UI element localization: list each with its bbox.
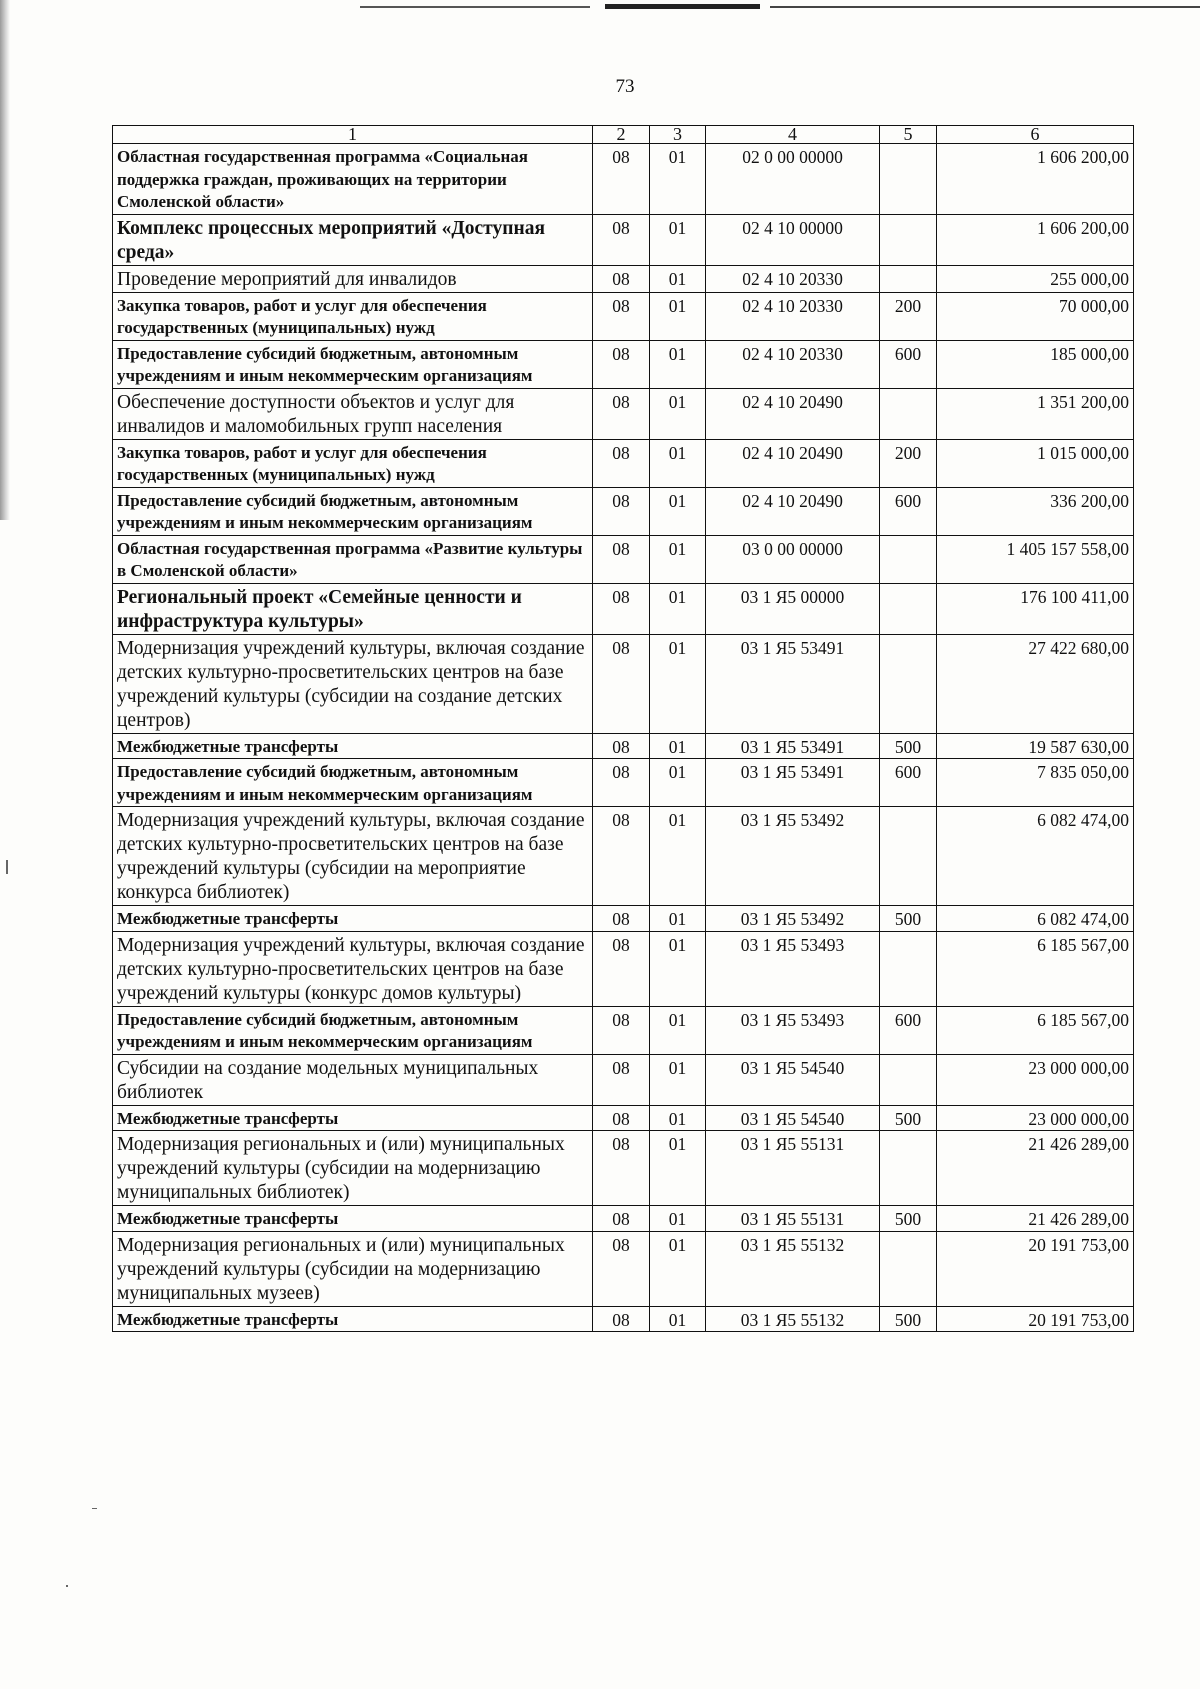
expense-type-cell: 600 xyxy=(880,759,937,807)
subsection-code-cell: 01 xyxy=(650,1054,706,1105)
row-name-cell: Предоставление субсидий бюджетным, автономным учреждениям и иным некоммерческим организациям xyxy=(113,487,593,535)
budget-table xyxy=(112,125,1134,1332)
expense-type-cell xyxy=(880,634,937,733)
subsection-code-cell: 01 xyxy=(650,439,706,487)
section-code-cell: 08 xyxy=(593,1006,650,1054)
section-code-cell: 08 xyxy=(593,1054,650,1105)
column-header: 4 xyxy=(706,126,880,144)
expense-type-cell xyxy=(880,388,937,439)
amount-cell: 1 351 200,00 xyxy=(937,388,1134,439)
subsection-code-cell: 01 xyxy=(650,265,706,292)
target-article-cell: 02 4 10 00000 xyxy=(706,214,880,265)
scan-speck xyxy=(92,1508,97,1509)
subsection-code-cell: 01 xyxy=(650,931,706,1006)
scan-top-rule xyxy=(770,6,1200,8)
expense-type-cell xyxy=(880,144,937,215)
expense-type-cell: 200 xyxy=(880,439,937,487)
target-article-cell: 03 1 Я5 53493 xyxy=(706,1006,880,1054)
amount-cell: 21 426 289,00 xyxy=(937,1206,1134,1232)
subsection-code-cell: 01 xyxy=(650,292,706,340)
table-row xyxy=(113,265,1134,292)
expense-type-cell: 600 xyxy=(880,487,937,535)
amount-cell: 20 191 753,00 xyxy=(937,1231,1134,1306)
row-name-cell: Региональный проект «Семейные ценности и инфраструктура культуры» xyxy=(113,583,593,634)
section-code-cell: 08 xyxy=(593,144,650,215)
section-code-cell: 08 xyxy=(593,1231,650,1306)
row-name-cell: Закупка товаров, работ и услуг для обеспечения государственных (муниципальных) нужд xyxy=(113,292,593,340)
row-name-cell: Модернизация учреждений культуры, включая создание детских культурно-просветительских центров на базе учреждений культуры (субсидии на создание детских центров) xyxy=(113,634,593,733)
section-code-cell: 08 xyxy=(593,931,650,1006)
section-code-cell: 08 xyxy=(593,807,650,906)
subsection-code-cell: 01 xyxy=(650,759,706,807)
target-article-cell: 03 1 Я5 54540 xyxy=(706,1054,880,1105)
section-code-cell: 08 xyxy=(593,535,650,583)
table-row xyxy=(113,931,1134,1006)
target-article-cell: 02 0 00 00000 xyxy=(706,144,880,215)
row-name-cell: Предоставление субсидий бюджетным, автономным учреждениям и иным некоммерческим организациям xyxy=(113,759,593,807)
scan-speck xyxy=(66,1585,68,1587)
table-row xyxy=(113,1006,1134,1054)
table-row xyxy=(113,340,1134,388)
expense-type-cell xyxy=(880,535,937,583)
table-row xyxy=(113,144,1134,215)
expense-type-cell: 500 xyxy=(880,1206,937,1232)
section-code-cell: 08 xyxy=(593,340,650,388)
subsection-code-cell: 01 xyxy=(650,487,706,535)
subsection-code-cell: 01 xyxy=(650,1006,706,1054)
target-article-cell: 03 1 Я5 55132 xyxy=(706,1306,880,1332)
section-code-cell: 08 xyxy=(593,906,650,932)
expense-type-cell xyxy=(880,1231,937,1306)
amount-cell: 336 200,00 xyxy=(937,487,1134,535)
expense-type-cell: 200 xyxy=(880,292,937,340)
amount-cell: 23 000 000,00 xyxy=(937,1105,1134,1131)
section-code-cell: 08 xyxy=(593,265,650,292)
expense-type-cell xyxy=(880,583,937,634)
amount-cell: 70 000,00 xyxy=(937,292,1134,340)
column-header: 6 xyxy=(937,126,1134,144)
row-name-cell: Областная государственная программа «Развитие культуры в Смоленской области» xyxy=(113,535,593,583)
row-name-cell: Комплекс процессных мероприятий «Доступная среда» xyxy=(113,214,593,265)
row-name-cell: Межбюджетные трансферты xyxy=(113,1306,593,1332)
expense-type-cell: 500 xyxy=(880,906,937,932)
subsection-code-cell: 01 xyxy=(650,340,706,388)
row-name-cell: Межбюджетные трансферты xyxy=(113,1105,593,1131)
target-article-cell: 02 4 10 20490 xyxy=(706,439,880,487)
amount-cell: 7 835 050,00 xyxy=(937,759,1134,807)
row-name-cell: Межбюджетные трансферты xyxy=(113,733,593,759)
subsection-code-cell: 01 xyxy=(650,634,706,733)
target-article-cell: 02 4 10 20490 xyxy=(706,388,880,439)
row-name-cell: Предоставление субсидий бюджетным, автономным учреждениям и иным некоммерческим организациям xyxy=(113,340,593,388)
section-code-cell: 08 xyxy=(593,759,650,807)
subsection-code-cell: 01 xyxy=(650,1206,706,1232)
target-article-cell: 03 1 Я5 53492 xyxy=(706,807,880,906)
row-name-cell: Закупка товаров, работ и услуг для обеспечения государственных (муниципальных) нужд xyxy=(113,439,593,487)
target-article-cell: 03 1 Я5 53491 xyxy=(706,634,880,733)
amount-cell: 1 606 200,00 xyxy=(937,214,1134,265)
amount-cell: 19 587 630,00 xyxy=(937,733,1134,759)
target-article-cell: 03 1 Я5 53493 xyxy=(706,931,880,1006)
row-name-cell: Обеспечение доступности объектов и услуг для инвалидов и маломобильных групп населения xyxy=(113,388,593,439)
subsection-code-cell: 01 xyxy=(650,388,706,439)
scan-top-rule xyxy=(360,6,590,8)
amount-cell: 1 015 000,00 xyxy=(937,439,1134,487)
column-header: 1 xyxy=(113,126,593,144)
amount-cell: 6 082 474,00 xyxy=(937,807,1134,906)
table-row xyxy=(113,388,1134,439)
row-name-cell: Межбюджетные трансферты xyxy=(113,906,593,932)
expense-type-cell xyxy=(880,1131,937,1206)
amount-cell: 27 422 680,00 xyxy=(937,634,1134,733)
section-code-cell: 08 xyxy=(593,292,650,340)
expense-type-cell: 500 xyxy=(880,733,937,759)
subsection-code-cell: 01 xyxy=(650,1231,706,1306)
amount-cell: 21 426 289,00 xyxy=(937,1131,1134,1206)
row-name-cell: Модернизация региональных и (или) муниципальных учреждений культуры (субсидии на модернизацию муниципальных музеев) xyxy=(113,1231,593,1306)
scan-speck xyxy=(6,860,8,874)
amount-cell: 176 100 411,00 xyxy=(937,583,1134,634)
table-row xyxy=(113,1206,1134,1232)
row-name-cell: Модернизация учреждений культуры, включая создание детских культурно-просветительских центров на базе учреждений культуры (субсидии на мероприятие конкурса библиотек) xyxy=(113,807,593,906)
column-header: 3 xyxy=(650,126,706,144)
column-header: 5 xyxy=(880,126,937,144)
section-code-cell: 08 xyxy=(593,214,650,265)
table-row xyxy=(113,292,1134,340)
amount-cell: 20 191 753,00 xyxy=(937,1306,1134,1332)
subsection-code-cell: 01 xyxy=(650,1105,706,1131)
target-article-cell: 02 4 10 20330 xyxy=(706,265,880,292)
table-row xyxy=(113,906,1134,932)
subsection-code-cell: 01 xyxy=(650,1131,706,1206)
row-name-cell: Субсидии на создание модельных муниципальных библиотек xyxy=(113,1054,593,1105)
subsection-code-cell: 01 xyxy=(650,733,706,759)
amount-cell: 6 185 567,00 xyxy=(937,1006,1134,1054)
table-row xyxy=(113,1231,1134,1306)
section-code-cell: 08 xyxy=(593,1306,650,1332)
subsection-code-cell: 01 xyxy=(650,535,706,583)
expense-type-cell xyxy=(880,1054,937,1105)
row-name-cell: Областная государственная программа «Социальная поддержка граждан, проживающих на территории Смоленской области» xyxy=(113,144,593,215)
amount-cell: 23 000 000,00 xyxy=(937,1054,1134,1105)
table-row xyxy=(113,535,1134,583)
section-code-cell: 08 xyxy=(593,1206,650,1232)
target-article-cell: 03 1 Я5 55132 xyxy=(706,1231,880,1306)
table-row xyxy=(113,1054,1134,1105)
row-name-cell: Проведение мероприятий для инвалидов xyxy=(113,265,593,292)
table-row xyxy=(113,1306,1134,1332)
expense-type-cell xyxy=(880,265,937,292)
scan-top-rule xyxy=(605,4,760,9)
amount-cell: 255 000,00 xyxy=(937,265,1134,292)
row-name-cell: Предоставление субсидий бюджетным, автономным учреждениям и иным некоммерческим организациям xyxy=(113,1006,593,1054)
row-name-cell: Межбюджетные трансферты xyxy=(113,1206,593,1232)
subsection-code-cell: 01 xyxy=(650,906,706,932)
section-code-cell: 08 xyxy=(593,733,650,759)
table-row xyxy=(113,439,1134,487)
section-code-cell: 08 xyxy=(593,583,650,634)
subsection-code-cell: 01 xyxy=(650,1306,706,1332)
column-header: 2 xyxy=(593,126,650,144)
target-article-cell: 03 0 00 00000 xyxy=(706,535,880,583)
expense-type-cell: 600 xyxy=(880,340,937,388)
table-row xyxy=(113,1105,1134,1131)
expense-type-cell: 500 xyxy=(880,1306,937,1332)
table-row xyxy=(113,807,1134,906)
target-article-cell: 02 4 10 20330 xyxy=(706,340,880,388)
target-article-cell: 03 1 Я5 53491 xyxy=(706,759,880,807)
amount-cell: 1 606 200,00 xyxy=(937,144,1134,215)
target-article-cell: 02 4 10 20330 xyxy=(706,292,880,340)
table-row xyxy=(113,759,1134,807)
expense-type-cell xyxy=(880,931,937,1006)
table-row xyxy=(113,634,1134,733)
table-row xyxy=(113,487,1134,535)
page-number: 73 xyxy=(615,76,635,97)
subsection-code-cell: 01 xyxy=(650,583,706,634)
section-code-cell: 08 xyxy=(593,1131,650,1206)
row-name-cell: Модернизация учреждений культуры, включая создание детских культурно-просветительских центров на базе учреждений культуры (конкурс домов культуры) xyxy=(113,931,593,1006)
expense-type-cell xyxy=(880,214,937,265)
section-code-cell: 08 xyxy=(593,634,650,733)
table-row xyxy=(113,733,1134,759)
target-article-cell: 02 4 10 20490 xyxy=(706,487,880,535)
section-code-cell: 08 xyxy=(593,487,650,535)
section-code-cell: 08 xyxy=(593,388,650,439)
target-article-cell: 03 1 Я5 53492 xyxy=(706,906,880,932)
section-code-cell: 08 xyxy=(593,1105,650,1131)
table-row xyxy=(113,214,1134,265)
expense-type-cell: 500 xyxy=(880,1105,937,1131)
subsection-code-cell: 01 xyxy=(650,214,706,265)
table-row xyxy=(113,583,1134,634)
section-code-cell: 08 xyxy=(593,439,650,487)
target-article-cell: 03 1 Я5 55131 xyxy=(706,1206,880,1232)
target-article-cell: 03 1 Я5 53491 xyxy=(706,733,880,759)
column-number-row xyxy=(113,126,1134,144)
amount-cell: 6 185 567,00 xyxy=(937,931,1134,1006)
target-article-cell: 03 1 Я5 55131 xyxy=(706,1131,880,1206)
target-article-cell: 03 1 Я5 00000 xyxy=(706,583,880,634)
subsection-code-cell: 01 xyxy=(650,144,706,215)
subsection-code-cell: 01 xyxy=(650,807,706,906)
expense-type-cell: 600 xyxy=(880,1006,937,1054)
target-article-cell: 03 1 Я5 54540 xyxy=(706,1105,880,1131)
amount-cell: 185 000,00 xyxy=(937,340,1134,388)
table-row xyxy=(113,1131,1134,1206)
amount-cell: 1 405 157 558,00 xyxy=(937,535,1134,583)
amount-cell: 6 082 474,00 xyxy=(937,906,1134,932)
expense-type-cell xyxy=(880,807,937,906)
row-name-cell: Модернизация региональных и (или) муниципальных учреждений культуры (субсидии на модернизацию муниципальных библиотек) xyxy=(113,1131,593,1206)
